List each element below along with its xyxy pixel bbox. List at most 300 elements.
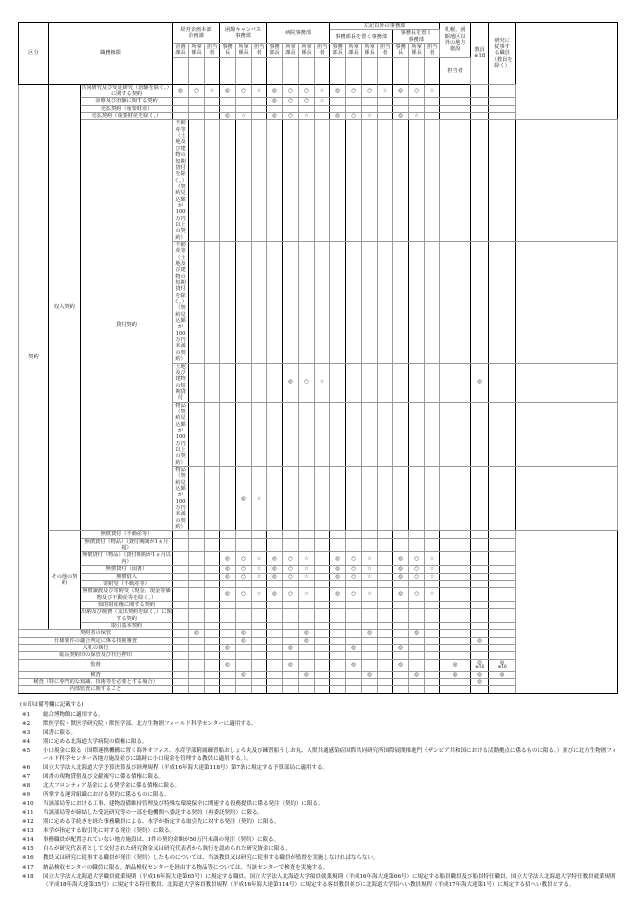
cell-r7-17	[440, 566, 471, 573]
cell-r10-2	[205, 588, 220, 602]
cell-r0-16: ☆	[425, 84, 440, 98]
cell-r12-5	[252, 609, 267, 623]
cell-r12-12	[362, 609, 378, 623]
cell-l3-16	[440, 402, 471, 466]
cell-r7-19	[489, 566, 516, 573]
footnote-text: 北大フロンティア基金による奨学金に係る債権に限る。	[43, 783, 181, 790]
cell-r8-8: ☆	[299, 573, 315, 580]
cell-r2-15	[409, 105, 425, 112]
cell-r8-18	[471, 573, 489, 580]
footnote-number: ※1	[22, 711, 31, 718]
cell-l1-17	[471, 241, 489, 363]
cell-r0-4: ○	[236, 84, 252, 98]
cell-ia-1	[189, 686, 205, 693]
table-body	[19, 84, 618, 693]
cell-r5-10	[330, 538, 346, 552]
header-group-3: 左記以外の事務部	[330, 23, 440, 30]
cell-r10-5: ☆	[252, 588, 267, 602]
cell-l3-13	[393, 402, 409, 466]
cell-r11-19	[489, 601, 516, 608]
cell-r9-12	[362, 580, 378, 587]
cell-b3-3	[220, 652, 236, 659]
cell-r11-16	[425, 601, 440, 608]
cell-r10-1	[189, 588, 205, 602]
cell-b0-15: ◎	[409, 630, 425, 637]
cell-r8-14: ◎	[393, 573, 409, 580]
cell-r8-5: ☆	[252, 573, 267, 580]
footnote-text: 本学が指定する取引先に対する発注（契約）に限る。	[43, 828, 176, 835]
cell-l2-17: ◎	[471, 363, 489, 402]
cell-b5-19: ◎	[489, 671, 516, 678]
cell-r12-19	[489, 609, 516, 623]
footnote-text: 別に定める北海道大学病院の債権に限る。	[43, 738, 148, 745]
cell-b5-8: ◎	[299, 671, 315, 678]
table-row	[19, 630, 618, 637]
cell-r4-7	[283, 531, 299, 538]
cell-r12-14	[393, 609, 409, 623]
cell-r13-9	[315, 622, 330, 629]
cell-l4-2	[220, 467, 236, 531]
cell-b4-7: ◎	[283, 659, 299, 671]
cell-l1-10	[346, 241, 362, 363]
col-4: 所掌 係長	[236, 44, 252, 58]
cell-r10-10: ◎	[330, 588, 346, 602]
cell-r13-1	[189, 622, 205, 629]
cell-r4-14	[393, 531, 409, 538]
cell-b4-3: ◎	[220, 659, 236, 671]
cell-r13-19	[489, 622, 516, 629]
cell-b2-6	[267, 644, 283, 651]
cell-r7-5: ☆	[252, 566, 267, 573]
cell-ia-7	[283, 686, 299, 693]
cell-r0-2: ☆	[205, 84, 220, 98]
footnote-item	[18, 836, 622, 845]
cell-b5-14	[393, 671, 409, 678]
cell-r4-4	[236, 531, 252, 538]
cell-b1-10	[330, 637, 346, 644]
cell-l1-3	[236, 241, 252, 363]
col-10: 事務 部長	[330, 44, 346, 58]
cell-ia-13	[378, 686, 393, 693]
cell-b6-10	[330, 679, 346, 686]
cell-r13-16	[425, 622, 440, 629]
cell-r8-7: ○	[283, 573, 299, 580]
footnote-text: 図書の現物貸借及び文献複写に係る債権に限る。	[43, 774, 165, 781]
cell-b3-2	[205, 652, 220, 659]
cell-b3-0	[173, 652, 189, 659]
table-row	[19, 622, 618, 629]
cell-b1-11	[346, 637, 362, 644]
cell-l0-4	[252, 120, 267, 242]
cell-r0-14: ◎	[393, 84, 409, 98]
cell-l3-19	[516, 402, 618, 466]
cell-l1-16	[440, 241, 471, 363]
cell-r6-18	[471, 552, 489, 566]
cell-b1-6	[267, 637, 283, 644]
cell-b2-2	[205, 644, 220, 651]
cell-l2-0	[189, 363, 205, 402]
cell-r12-4	[236, 609, 252, 623]
cell-b6-6	[267, 679, 283, 686]
cell-r0-3: ◎	[220, 84, 236, 98]
cell-b6-4	[236, 679, 252, 686]
cell-r6-8: ☆	[299, 552, 315, 566]
cell-b4-5	[252, 659, 267, 671]
cell-r10-4: ○	[236, 588, 252, 602]
cell-b5-9	[315, 671, 330, 678]
footnote-text: 当該部局等における工事、建物設備維持管理及び特殊な環境保全に関連する役務提供に係る発注（契約）に限る。	[43, 801, 324, 808]
cell-r11-9	[315, 601, 330, 608]
cell-r10-3: ◎	[220, 588, 236, 602]
cell-r11-18	[471, 601, 489, 608]
cell-r9-4	[236, 580, 252, 587]
table-header	[19, 23, 618, 85]
cell-b5-3	[220, 671, 236, 678]
cell-b6-5	[252, 679, 267, 686]
cell-r13-3	[220, 622, 236, 629]
cell-r10-9	[315, 588, 330, 602]
cell-r7-4: ○	[236, 566, 252, 573]
cell-r11-13	[378, 601, 393, 608]
cell-r8-1	[189, 573, 205, 580]
notes-header: (※印は備考欄に記載する)	[20, 701, 84, 708]
cell-ia-19	[489, 686, 516, 693]
cell-l4-11	[362, 467, 378, 531]
cell-b6-19	[489, 679, 516, 686]
cell-r2-2	[205, 105, 220, 112]
cell-r13-10	[330, 622, 346, 629]
footnote-item	[18, 729, 622, 738]
cell-b3-14	[393, 652, 409, 659]
cell-r0-1: ○	[189, 84, 205, 98]
cell-r1-2	[205, 98, 220, 105]
cell-b6-7	[283, 679, 299, 686]
cell-b4-18: ◎ ※16	[471, 659, 489, 671]
cell-l3-7	[299, 402, 315, 466]
cell-r3-10: ◎	[330, 113, 346, 120]
cell-l1-0	[189, 241, 205, 363]
cell-r1-16	[425, 98, 440, 105]
row-label: 仕様要件の適合判定に係る技術審査	[19, 637, 173, 644]
col-5: 担当 者	[252, 44, 267, 58]
cell-b0-19	[489, 630, 516, 637]
cell-r6-2	[205, 552, 220, 566]
cell-r4-17	[440, 531, 471, 538]
cell-l0-13	[393, 120, 409, 242]
cell-r3-2	[205, 113, 220, 120]
cell-r7-14: ◎	[393, 566, 409, 573]
cell-b2-11: ◎	[346, 644, 362, 651]
cell-r1-14	[393, 98, 409, 105]
row-label: 監督	[19, 659, 173, 671]
cell-b0-17	[440, 630, 471, 637]
table-row	[19, 538, 618, 552]
cell-r2-3	[220, 105, 236, 112]
cell-r5-6	[267, 538, 283, 552]
cell-r6-16: ☆	[425, 552, 440, 566]
cell-b4-11: ◎	[346, 659, 362, 671]
cell-ia-17	[440, 686, 471, 693]
cell-l3-18	[489, 402, 516, 466]
table-row	[19, 566, 618, 573]
cell-r10-7: ○	[283, 588, 299, 602]
row-label: 物品（契約見込額が100万円未満の契約）	[173, 467, 189, 531]
cell-b2-10	[330, 644, 346, 651]
cell-r9-16	[425, 580, 440, 587]
cell-r12-0	[173, 609, 189, 623]
cell-r5-7	[283, 538, 299, 552]
cell-r6-14: ◎	[393, 552, 409, 566]
row-label: 無償譲渡及び寄附受（現金、現金等価物及び不動産等を除く。）	[82, 588, 171, 601]
cell-r5-18	[471, 538, 489, 552]
cell-r5-3	[220, 538, 236, 552]
row-label: 入札の執行	[19, 644, 173, 651]
cell-r9-19	[489, 580, 516, 587]
cell-r9-0	[173, 580, 189, 587]
cell-r2-13	[378, 105, 393, 112]
row-label-internal-audit: 内部監査に関すること	[19, 686, 173, 693]
row-label: 共同研究及び受託研究（治験を除く。）に関する契約	[81, 84, 172, 98]
cell-b2-7: ◎	[283, 644, 299, 651]
cell-r10-12: ☆	[362, 588, 378, 602]
cell-r11-10	[330, 601, 346, 608]
cell-r1-10	[330, 98, 346, 105]
table-row	[19, 552, 618, 566]
cell-b0-9	[315, 630, 330, 637]
footnote-number: ※11	[22, 810, 34, 817]
cell-r11-8	[299, 601, 315, 608]
cell-r1-17	[440, 98, 471, 105]
cell-b6-11	[346, 679, 362, 686]
cell-r9-14	[393, 580, 409, 587]
cell-l0-8	[315, 120, 330, 242]
cell-l3-14	[409, 402, 425, 466]
cell-r9-17	[440, 580, 471, 587]
header-subgroup-1: 事務長を置く 事務部	[393, 30, 440, 44]
table-row	[19, 98, 618, 105]
cell-r9-3	[220, 580, 236, 587]
cell-b1-12	[362, 637, 378, 644]
cell-r5-17	[440, 538, 471, 552]
cell-r5-16	[425, 538, 440, 552]
cell-b1-19	[489, 637, 516, 644]
col-13: 担当 者	[378, 44, 393, 58]
cell-l0-16	[440, 120, 471, 242]
cell-r1-1	[189, 98, 205, 105]
cell-r5-19	[489, 538, 516, 552]
cell-r4-2	[205, 531, 220, 538]
cell-r10-16: ☆	[425, 588, 440, 602]
header-group-0	[173, 23, 220, 44]
row-label: 無償貸付（物品）（貸付期間が1ヵ月以内）	[82, 552, 171, 565]
cell-r0-15: ○	[409, 84, 425, 98]
cell-b4-14: ◎	[393, 659, 409, 671]
cell-r9-9	[315, 580, 330, 587]
cell-b5-7	[283, 671, 299, 678]
cell-b1-17	[440, 637, 471, 644]
cell-r8-11: ○	[346, 573, 362, 580]
footnote-item	[18, 818, 622, 827]
cell-r3-5	[252, 113, 267, 120]
cell-l0-1	[205, 120, 220, 242]
authority-matrix-table	[18, 22, 618, 694]
cell-b5-18: ◎	[471, 671, 489, 678]
cell-r3-8: ☆	[299, 113, 315, 120]
footnote-number: ※4	[22, 738, 31, 745]
cell-r4-3	[220, 531, 236, 538]
cell-b5-2	[205, 671, 220, 678]
cell-l2-14	[409, 363, 425, 402]
cell-b3-10	[330, 652, 346, 659]
cell-b4-6	[267, 659, 283, 671]
cell-r12-15	[409, 609, 425, 623]
footnote-item	[18, 800, 622, 809]
cell-b1-13	[378, 637, 393, 644]
cell-l4-5	[267, 467, 283, 531]
cell-r0-9: ☆	[315, 84, 330, 98]
footnote-item	[18, 747, 622, 764]
cell-r8-13	[378, 573, 393, 580]
cell-r11-12	[362, 601, 378, 608]
cell-r7-11: ○	[346, 566, 362, 573]
cell-l3-3	[236, 402, 252, 466]
cell-b1-0	[173, 637, 189, 644]
cell-ia-14	[393, 686, 409, 693]
footnote-item	[18, 764, 622, 773]
footnote-text: 国立大学法人北海道大学予算決算及び経理規程（平成16年海大達第118号）第7条に規定する予算部局に適用する。	[43, 765, 328, 772]
cell-b2-12	[362, 644, 378, 651]
footnote-item	[18, 738, 622, 747]
cell-r10-8: ☆	[299, 588, 315, 602]
cell-r2-7	[283, 105, 299, 112]
cell-b4-10	[330, 659, 346, 671]
cell-r12-10	[330, 609, 346, 623]
cell-r5-14	[393, 538, 409, 552]
cell-r11-4	[236, 601, 252, 608]
cell-r11-2	[205, 601, 220, 608]
cell-r0-18	[471, 84, 489, 98]
cell-b6-16	[425, 679, 440, 686]
cell-r0-8: ○	[299, 84, 315, 98]
cell-r0-11: ○	[346, 84, 362, 98]
cell-b1-16	[425, 637, 440, 644]
cell-l3-17	[471, 402, 489, 466]
cell-b3-13	[378, 652, 393, 659]
col-16: 担当 者	[425, 44, 440, 58]
cell-r8-0	[173, 573, 189, 580]
col-2: 担当 者	[205, 44, 220, 58]
cell-r4-11	[346, 531, 362, 538]
footnote-number: ※3	[22, 729, 31, 736]
cell-r11-17	[440, 601, 471, 608]
cell-r13-12	[362, 622, 378, 629]
cell-l1-2	[220, 241, 236, 363]
cell-l0-14	[409, 120, 425, 242]
cell-l2-19	[516, 363, 618, 402]
cell-r2-9	[315, 105, 330, 112]
cell-r5-1	[189, 538, 205, 552]
cell-b3-17	[440, 652, 471, 659]
cell-r4-16	[425, 531, 440, 538]
footnote-text: 図書に限る。	[43, 729, 77, 736]
cell-l0-10	[346, 120, 362, 242]
cell-r3-17	[440, 113, 471, 120]
footnote-item	[18, 827, 622, 836]
cell-r9-15	[409, 580, 425, 587]
cell-r1-11	[346, 98, 362, 105]
cell-r6-10: ◎	[330, 552, 346, 566]
cell-b4-0	[173, 659, 189, 671]
cell-l0-11	[362, 120, 378, 242]
cell-r3-1	[189, 113, 205, 120]
cell-r10-14: ◎	[393, 588, 409, 602]
cell-b4-4	[236, 659, 252, 671]
cell-r3-0	[173, 113, 189, 120]
cell-r4-15	[409, 531, 425, 538]
table-row	[19, 679, 618, 686]
cell-l0-5	[267, 120, 283, 242]
row-label: 診療及び治験に関する契約	[81, 98, 173, 105]
cell-r5-2	[205, 538, 220, 552]
table-row	[19, 659, 618, 671]
cell-ia-12	[362, 686, 378, 693]
subsection-label-other: その他の契約	[49, 531, 81, 630]
footnote-text: 当該部局等が締結した受託研究等の一部を他機関へ委託する契約（再委託契約）に限る。	[43, 810, 264, 817]
footnote-item	[18, 720, 622, 729]
cell-r4-13	[378, 531, 393, 538]
footnote-number: ※10	[22, 801, 34, 808]
col-11: 所掌 課長	[346, 44, 362, 58]
cell-l2-16	[440, 363, 471, 402]
cell-b4-1	[189, 659, 205, 671]
cell-b5-0	[173, 671, 189, 678]
cell-l4-17	[471, 467, 489, 531]
footnote-text: 事務職員が配置されていない地方施設は、1件の契約金額が50万円未満の発注（契約）に限る。	[43, 837, 280, 844]
cell-l1-5	[267, 241, 283, 363]
cell-r7-10: ◎	[330, 566, 346, 573]
cell-b0-16	[425, 630, 440, 637]
cell-b2-13	[378, 644, 393, 651]
col-9: 担当 者	[315, 44, 330, 58]
cell-r2-8	[299, 105, 315, 112]
cell-b0-7	[283, 630, 299, 637]
header-group-6: 研究に 従事す る職員 （教員を 除く）	[489, 23, 516, 85]
cell-l0-15	[425, 120, 440, 242]
cell-r0-5: ☆	[252, 84, 267, 98]
cell-l1-15	[425, 241, 440, 363]
cell-l4-18	[489, 467, 516, 531]
cell-l2-7: ○	[299, 363, 315, 402]
table-row	[19, 644, 618, 651]
cell-r4-1	[189, 531, 205, 538]
cell-r12-3	[220, 609, 236, 623]
cell-r7-12: ☆	[362, 566, 378, 573]
table-row	[19, 601, 618, 608]
footnote-text: 国立大学法人北海道大学職員就業規則（平成16年海大達第65号）に規定する職員、国立大学法人北海道大学船員就業規則（平成16年海大達第66号）に規定する船員職員及び船員特任職員、国立大学法人北海道大学特任教員就業規則（平成18年海大達第35号）に規定する特任教員、北海道大学客員教員規程（平成16年海大達第114号）に規定する客員教員並びに北海道大学招へい教員規程（平成17年海大達第1号）に規定する招へい教員とする。	[43, 873, 616, 889]
cell-l1-11	[362, 241, 378, 363]
footnote-number: ※18	[22, 873, 34, 880]
cell-r4-18	[471, 531, 489, 538]
row-label: 知的財産権に関する契約	[81, 601, 173, 608]
cell-b6-0	[173, 679, 189, 686]
cell-r0-7: ○	[283, 84, 299, 98]
cell-r3-9	[315, 113, 330, 120]
cell-b3-15	[409, 652, 425, 659]
row-label: 契約者の保管	[19, 630, 173, 637]
row-label: 寄附受（不動産等）	[81, 580, 173, 587]
footnote-item	[18, 711, 622, 720]
cell-r7-15: ○	[409, 566, 425, 573]
